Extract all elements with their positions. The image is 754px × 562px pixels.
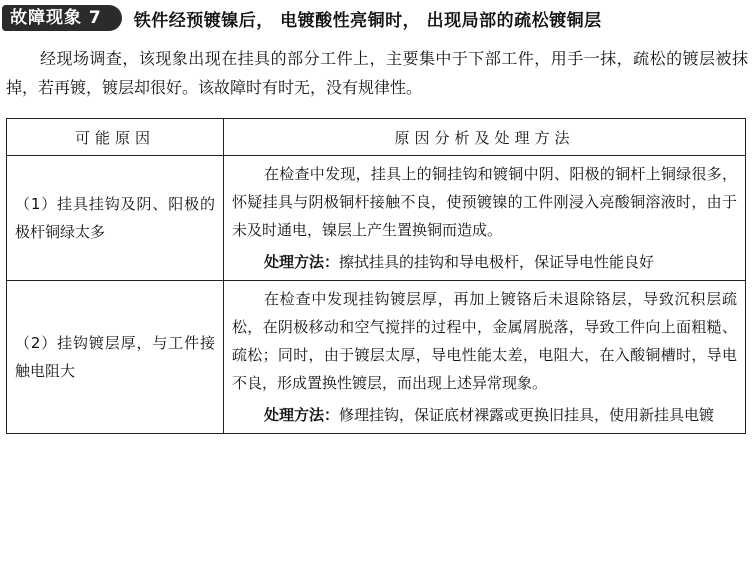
cause-cell: （2）挂钩镀层厚，与工件接触电阻大 xyxy=(7,281,224,434)
intro-paragraph: 经现场调查，该现象出现在挂具的部分工件上，主要集中于下部工件，用手一抹，疏松的镀层被抹掉，若再镀，镀层却很好。该故障时有时无，没有规律性。 xyxy=(6,49,748,97)
fault-title: 铁件经预镀镍后， 电镀酸性亮铜时， 出现局部的疏松镀铜层 xyxy=(133,10,602,31)
header-possible-cause: 可能原因 xyxy=(7,119,224,156)
table-row xyxy=(7,156,746,281)
method-label: 处理方法： xyxy=(264,253,340,271)
method-text: 擦拭挂具的挂钩和导电极杆，保证导电性能良好 xyxy=(339,253,655,271)
method-label: 处理方法： xyxy=(264,406,340,424)
table-header-row xyxy=(7,119,746,156)
method-text: 修理挂钩，保证底材裸露或更换旧挂具，使用新挂具电镀 xyxy=(339,406,715,424)
section-header xyxy=(2,3,752,33)
cause-analysis-table xyxy=(6,118,746,434)
analysis-cell xyxy=(224,156,746,281)
method-paragraph xyxy=(232,401,737,429)
analysis-text: 在检查中发现挂钩镀层厚，再加上镀铬后未退除铬层，导致沉积层疏松，在阴极移动和空气搅拌的过程中，金属屑脱落，导致工件向上面粗糙、疏松；同时，由于镀层太厚，导电性能太差，电阻大，在入酸铜槽时，导电不良，形成置换性镀层，而出现上述异常现象。 xyxy=(232,290,737,392)
fault-tag: 故障现象 7 xyxy=(2,5,122,31)
method-paragraph xyxy=(232,248,737,276)
table-row xyxy=(7,281,746,434)
header-analysis-method: 原因分析及处理方法 xyxy=(224,119,746,156)
analysis-text: 在检查中发现，挂具上的铜挂钩和镀铜中阴、阳极的铜杆上铜绿很多，怀疑挂具与阴极铜杆接触不良，使预镀镍的工件刚浸入亮酸铜溶液时，由于未及时通电，镍层上产生置换铜而造成。 xyxy=(232,165,737,239)
cause-cell: （1）挂具挂钩及阴、阳极的极杆铜绿太多 xyxy=(7,156,224,281)
analysis-cell xyxy=(224,281,746,434)
